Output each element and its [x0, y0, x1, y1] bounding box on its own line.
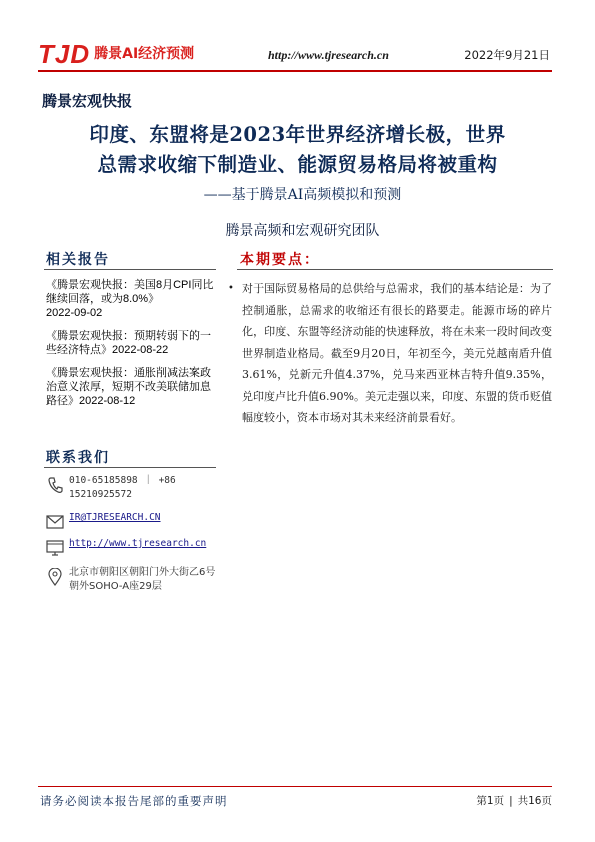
page-separator: | [509, 795, 513, 807]
contact-divider [44, 467, 216, 468]
logo-mark: TJD [38, 39, 91, 69]
contact-email-row [46, 511, 161, 531]
contact-phone-row [46, 474, 216, 502]
key-points-body [228, 278, 552, 429]
report-title-line-2: 总需求收缩下制造业、能源贸易格局将被重构 [97, 153, 498, 176]
related-report-item[interactable] [46, 366, 218, 408]
phone-icon [46, 476, 64, 494]
contact-address: 北京市朝阳区朝阳门外大街乙6号朝外SOHO-A座29层 [69, 567, 216, 592]
header-divider [38, 70, 552, 72]
related-report-title: 《腾景宏观快报：预期转弱下的一些经济特点》 [46, 330, 211, 356]
key-points-divider [237, 269, 553, 270]
contact-address-row [46, 566, 218, 594]
report-type: 腾景宏观快报 [42, 92, 133, 110]
location-icon [46, 568, 64, 586]
contact-website-link[interactable]: http://www.tjresearch.cn [69, 538, 207, 549]
contact-heading: 联系我们 [46, 450, 110, 466]
related-reports-list [46, 278, 218, 417]
disclaimer-note: 请务必阅读本报告尾部的重要声明 [40, 794, 228, 808]
company-logo [38, 40, 194, 68]
contact-website-row [46, 537, 206, 557]
website-icon [46, 539, 64, 557]
logo-name: 腾景AI经济预测 [94, 46, 195, 62]
current-page: 第1页 [476, 795, 505, 807]
bullet-icon: • [228, 283, 234, 294]
related-report-date: 2022-08-12 [79, 395, 136, 407]
page-number [476, 793, 552, 808]
report-date: 2022年9月21日 [464, 48, 550, 62]
page-header [38, 40, 552, 70]
header-url-link[interactable]: http://www.tjresearch.cn [268, 48, 389, 62]
related-report-item[interactable] [46, 329, 218, 357]
related-report-title: 《腾景宏观快报：通胀削减法案政治意义浓厚，短期不改美联储加息路径》 [46, 367, 211, 407]
key-points-text: 对于国际贸易格局的总供给与总需求，我们的基本结论是：为了控制通胀，总需求的收缩还有很长的路要走。能源市场的碎片化，印度、东盟等经济动能的快速释放，将在未来一段时间改变世界制造业格局。截至9月20日，年初至今，美元兑越南盾升值3.61%，兑新元升值4.37%，兑马来西亚林吉特升值9.35%，兑印度卢比升值6.90%。美元走强以来，印度、东盟的货币贬值幅度较小，资本市场对其未来经济前景看好。 [242, 282, 552, 424]
report-subtitle: ——基于腾景AI高频模拟和预测 [203, 187, 402, 203]
key-points-heading: 本期要点： [240, 252, 320, 268]
related-report-date: 2022-09-02 [46, 307, 103, 319]
email-icon [46, 513, 64, 531]
related-report-title: 《腾景宏观快报：美国8月CPI同比继续回落，或为8.0%》 [46, 279, 214, 305]
related-reports-heading: 相关报告 [46, 252, 110, 268]
related-report-item[interactable] [46, 278, 218, 320]
contact-email-link[interactable]: IR@TJRESEARCH.CN [69, 512, 161, 523]
related-report-date: 2022-08-22 [112, 344, 169, 356]
research-team: 腾景高频和宏观研究团队 [225, 223, 380, 239]
report-title-line-1: 印度、东盟将是2023年世界经济增长极，世界 [89, 123, 506, 146]
total-pages: 共16页 [517, 795, 552, 807]
footer-divider [38, 786, 552, 787]
related-reports-divider [44, 269, 216, 270]
contact-phone[interactable]: 010-65185898 ｜ +86 15210925572 [69, 475, 176, 500]
